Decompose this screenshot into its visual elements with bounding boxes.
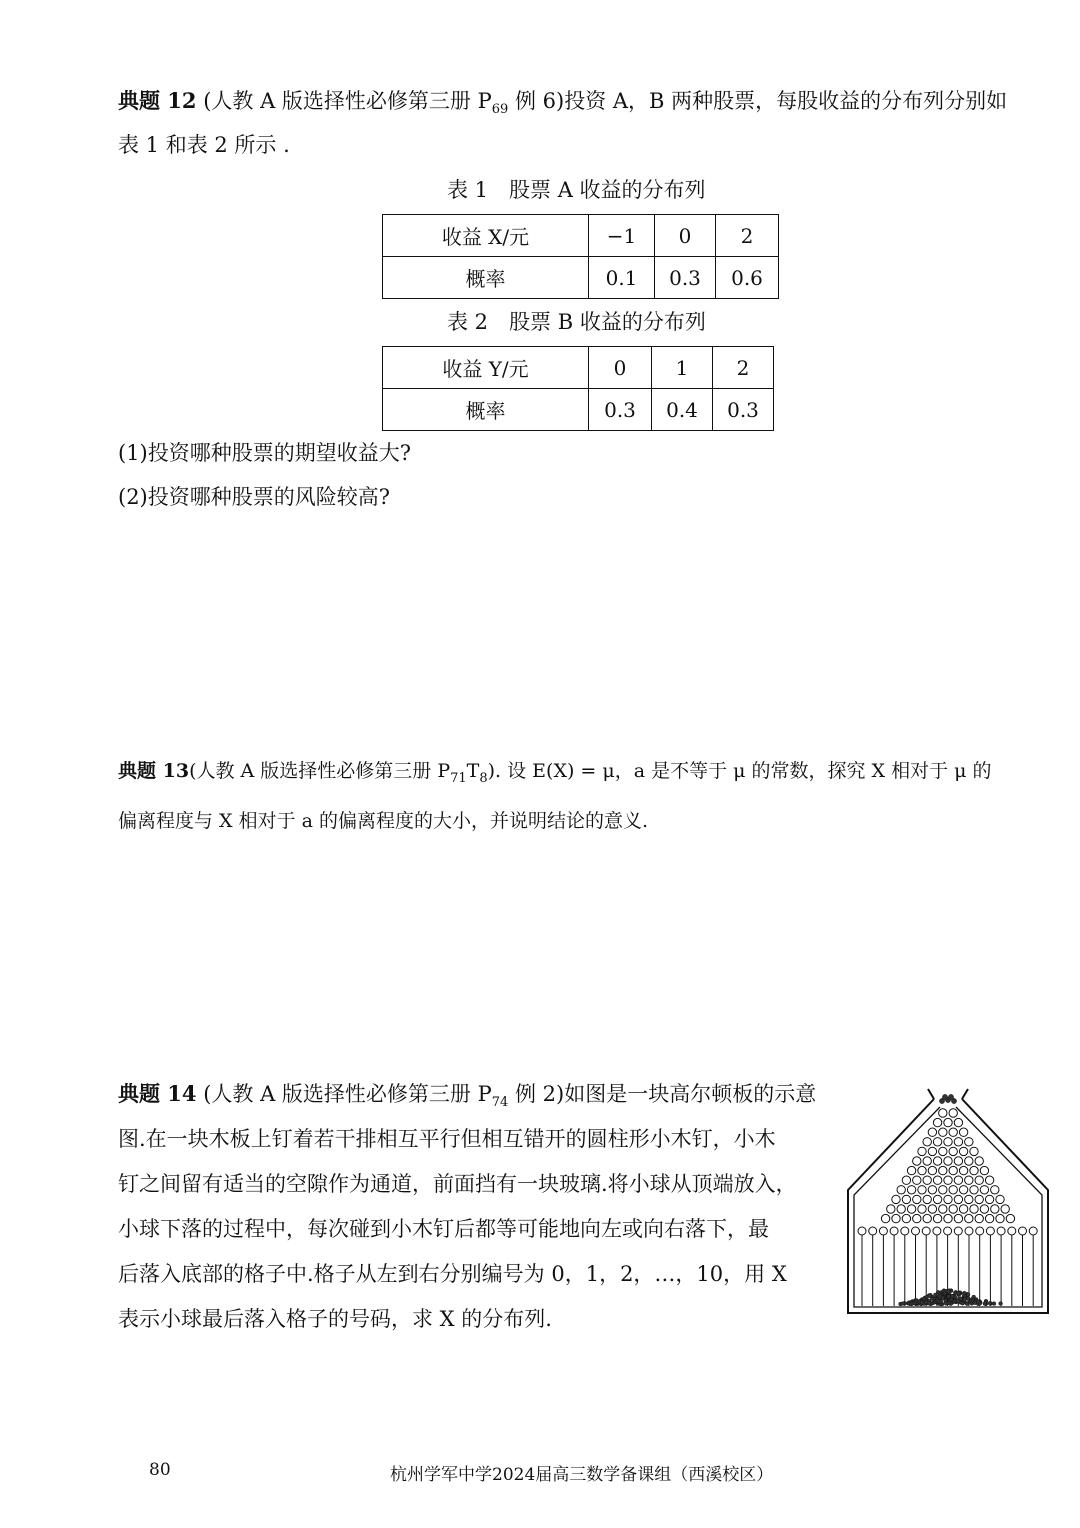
galton-peg — [918, 1186, 926, 1194]
galton-slot-peg — [954, 1227, 962, 1235]
galton-ball — [944, 1302, 948, 1306]
galton-peg — [949, 1166, 957, 1174]
table-cell: 概率 — [383, 389, 589, 431]
galton-peg — [923, 1176, 931, 1184]
galton-peg — [928, 1186, 936, 1194]
galton-peg — [954, 1214, 962, 1222]
question-1: (1)投资哪种股票的期望收益大? — [118, 441, 412, 465]
table-cell: 0.1 — [589, 257, 655, 299]
galton-ball — [910, 1302, 914, 1306]
galton-ball — [951, 1294, 955, 1298]
galton-peg — [939, 1205, 947, 1213]
table-1-caption: 表 1 股票 A 收益的分布列 — [447, 178, 706, 202]
galton-ball — [948, 1094, 953, 1099]
galton-peg — [949, 1128, 957, 1136]
galton-peg — [985, 1214, 993, 1222]
table-2-caption: 表 2 股票 B 收益的分布列 — [447, 310, 706, 334]
galton-slot-peg — [965, 1227, 973, 1235]
problem-12-line-1: 典题 12 (人教 A 版选择性必修第三册 $P_{69}$ 例 6)投资 A，B 两种股票，每股收益的分布列分别如 — [118, 88, 1008, 118]
galton-peg — [913, 1195, 921, 1203]
footer-school: 杭州学军中学2024届高三数学备课组（西溪校区） — [390, 1465, 774, 1485]
galton-slot-peg — [933, 1227, 941, 1235]
galton-peg — [939, 1128, 947, 1136]
galton-peg — [902, 1214, 910, 1222]
galton-peg — [928, 1205, 936, 1213]
galton-peg — [913, 1176, 921, 1184]
galton-peg — [970, 1205, 978, 1213]
galton-slot-peg — [1008, 1227, 1016, 1235]
problem-14-line-4: 小球下落的过程中，每次碰到小木钉后都等可能地向左或向右落下，最 — [118, 1217, 769, 1241]
problem-14-line-2: 图.在一块木板上钉着若干排相互平行但相互错开的圆柱形小木钉，小木 — [118, 1127, 776, 1151]
galton-peg — [965, 1214, 973, 1222]
galton-peg — [907, 1205, 915, 1213]
table-row — [383, 257, 779, 299]
galton-peg — [939, 1109, 947, 1117]
galton-peg — [965, 1138, 973, 1146]
galton-peg — [918, 1147, 926, 1155]
galton-peg — [887, 1205, 895, 1213]
galton-peg — [944, 1195, 952, 1203]
table-cell: −1 — [589, 215, 655, 257]
table-cell: 0.3 — [713, 389, 774, 431]
galton-ball — [999, 1302, 1003, 1306]
galton-ball — [928, 1294, 932, 1298]
galton-peg — [965, 1157, 973, 1165]
table-cell: 0 — [589, 347, 652, 389]
galton-peg — [980, 1186, 988, 1194]
galton-peg — [949, 1205, 957, 1213]
table-cell: 1 — [652, 347, 713, 389]
problem-12-title: 典题 12 — [118, 88, 197, 113]
question-2: (2)投资哪种股票的风险较高? — [118, 485, 391, 509]
problem-14-line-3: 钉之间留有适当的空隙作为通道，前面挡有一块玻璃.将小球从顶端放入， — [118, 1172, 797, 1196]
galton-peg — [923, 1157, 931, 1165]
galton-peg — [933, 1176, 941, 1184]
galton-board-figure — [838, 1085, 1058, 1315]
galton-peg — [949, 1109, 957, 1117]
page-number: 80 — [149, 1460, 171, 1480]
galton-peg — [939, 1166, 947, 1174]
galton-peg — [933, 1118, 941, 1126]
galton-peg — [959, 1166, 967, 1174]
galton-slot-peg — [997, 1227, 1005, 1235]
problem-13-line-2: 偏离程度与 X 相对于 a 的偏离程度的大小，并说明结论的意义. — [118, 810, 649, 832]
galton-peg — [944, 1214, 952, 1222]
problem-14-line-1: 典题 14 (人教 A 版选择性必修第三册 $P_{74}$ 例 2)如图是一块高尔顿板的示意 — [118, 1081, 817, 1111]
galton-peg — [918, 1205, 926, 1213]
galton-peg — [944, 1138, 952, 1146]
table-row — [383, 347, 774, 389]
galton-slot-peg — [944, 1227, 952, 1235]
galton-ball — [942, 1094, 947, 1099]
galton-peg — [980, 1205, 988, 1213]
galton-ball — [938, 1295, 942, 1299]
galton-peg — [913, 1157, 921, 1165]
table-1 — [382, 214, 779, 299]
galton-peg — [959, 1205, 967, 1213]
galton-peg — [928, 1147, 936, 1155]
table-row — [383, 389, 774, 431]
galton-peg — [933, 1195, 941, 1203]
galton-peg — [902, 1195, 910, 1203]
galton-slot-peg — [986, 1227, 994, 1235]
galton-peg — [892, 1195, 900, 1203]
galton-ball — [901, 1302, 905, 1306]
table-row — [383, 215, 779, 257]
galton-peg — [944, 1176, 952, 1184]
problem-13-line-1: 典题 13(人教 A 版选择性必修第三册 $P_{71}T_8$). 设 E(X) = μ，a 是不等于 μ 的常数，探究 X 相对于 μ 的 — [118, 760, 992, 786]
galton-peg — [970, 1186, 978, 1194]
table-cell: 0.4 — [652, 389, 713, 431]
galton-slot-peg — [879, 1227, 887, 1235]
galton-slot-peg — [1019, 1227, 1027, 1235]
galton-peg — [975, 1195, 983, 1203]
galton-peg — [913, 1214, 921, 1222]
galton-peg — [965, 1176, 973, 1184]
galton-peg — [902, 1176, 910, 1184]
problem-13-title: 典题 13 — [118, 760, 190, 782]
galton-ball — [922, 1297, 926, 1301]
galton-ball — [939, 1300, 943, 1304]
galton-ball — [966, 1297, 970, 1301]
galton-ball — [988, 1301, 992, 1305]
galton-slot-peg — [1029, 1227, 1037, 1235]
galton-peg — [954, 1138, 962, 1146]
table-2 — [382, 346, 774, 431]
problem-12-line-2: 表 1 和表 2 所示 . — [118, 133, 290, 157]
galton-ball — [947, 1295, 951, 1299]
galton-ball — [966, 1293, 970, 1297]
galton-board-pegs — [881, 1109, 1014, 1223]
galton-peg — [975, 1176, 983, 1184]
galton-peg — [991, 1205, 999, 1213]
galton-ball — [956, 1299, 960, 1303]
galton-peg — [881, 1214, 889, 1222]
galton-slot-peg — [890, 1227, 898, 1235]
galton-slot-peg — [912, 1227, 920, 1235]
galton-peg — [944, 1118, 952, 1126]
galton-peg — [949, 1147, 957, 1155]
galton-ball — [920, 1301, 924, 1305]
galton-peg — [907, 1186, 915, 1194]
table-cell: 0.3 — [589, 389, 652, 431]
galton-peg — [939, 1186, 947, 1194]
galton-peg — [933, 1214, 941, 1222]
table-cell: 0.3 — [655, 257, 716, 299]
galton-peg — [959, 1147, 967, 1155]
table-cell: 概率 — [383, 257, 589, 299]
galton-peg — [939, 1147, 947, 1155]
galton-peg — [980, 1166, 988, 1174]
galton-slot-peg — [901, 1227, 909, 1235]
galton-peg — [975, 1157, 983, 1165]
galton-peg — [897, 1186, 905, 1194]
galton-peg — [923, 1138, 931, 1146]
galton-peg — [892, 1214, 900, 1222]
galton-peg — [944, 1157, 952, 1165]
galton-peg — [970, 1147, 978, 1155]
problem-14-line-6: 表示小球最后落入格子的号码，求 X 的分布列. — [118, 1307, 552, 1331]
galton-peg — [1001, 1205, 1009, 1213]
table-cell: 收益 X/元 — [383, 215, 589, 257]
galton-ball — [962, 1291, 966, 1295]
galton-slot-peg — [858, 1227, 866, 1235]
galton-ball — [992, 1302, 996, 1306]
galton-peg — [933, 1138, 941, 1146]
galton-peg — [965, 1195, 973, 1203]
galton-peg — [897, 1205, 905, 1213]
galton-peg — [928, 1166, 936, 1174]
galton-peg — [928, 1128, 936, 1136]
table-cell: 2 — [713, 347, 774, 389]
galton-peg — [1006, 1214, 1014, 1222]
galton-peg — [923, 1195, 931, 1203]
galton-peg — [954, 1118, 962, 1126]
galton-ball — [963, 1298, 967, 1302]
galton-ball — [949, 1298, 953, 1302]
galton-peg — [949, 1186, 957, 1194]
galton-peg — [954, 1157, 962, 1165]
galton-peg — [996, 1214, 1004, 1222]
table-cell: 0 — [655, 215, 716, 257]
galton-ball — [965, 1302, 969, 1306]
galton-peg — [933, 1157, 941, 1165]
problem-14-title: 典题 14 — [118, 1081, 197, 1106]
problem-14-line-5: 后落入底部的格子中.格子从左到右分别编号为 0，1，2，…，10，用 X — [118, 1262, 787, 1286]
galton-peg — [954, 1195, 962, 1203]
galton-ball — [957, 1291, 961, 1295]
galton-slot-peg — [869, 1227, 877, 1235]
galton-ball — [961, 1301, 965, 1305]
table-cell: 0.6 — [716, 257, 779, 299]
galton-peg — [954, 1176, 962, 1184]
galton-ball — [976, 1300, 980, 1304]
galton-peg — [970, 1166, 978, 1174]
galton-peg — [991, 1186, 999, 1194]
galton-peg — [918, 1166, 926, 1174]
galton-ball — [983, 1302, 987, 1306]
galton-ball — [947, 1289, 951, 1293]
galton-peg — [959, 1186, 967, 1194]
galton-peg — [923, 1214, 931, 1222]
galton-ball — [972, 1295, 976, 1299]
galton-peg — [985, 1176, 993, 1184]
table-cell: 2 — [716, 215, 779, 257]
galton-peg — [996, 1195, 1004, 1203]
galton-slot-peg — [922, 1227, 930, 1235]
table-cell: 收益 Y/元 — [383, 347, 589, 389]
galton-peg — [985, 1195, 993, 1203]
galton-peg — [959, 1128, 967, 1136]
galton-peg — [975, 1214, 983, 1222]
galton-slot-peg — [976, 1227, 984, 1235]
galton-peg — [907, 1166, 915, 1174]
